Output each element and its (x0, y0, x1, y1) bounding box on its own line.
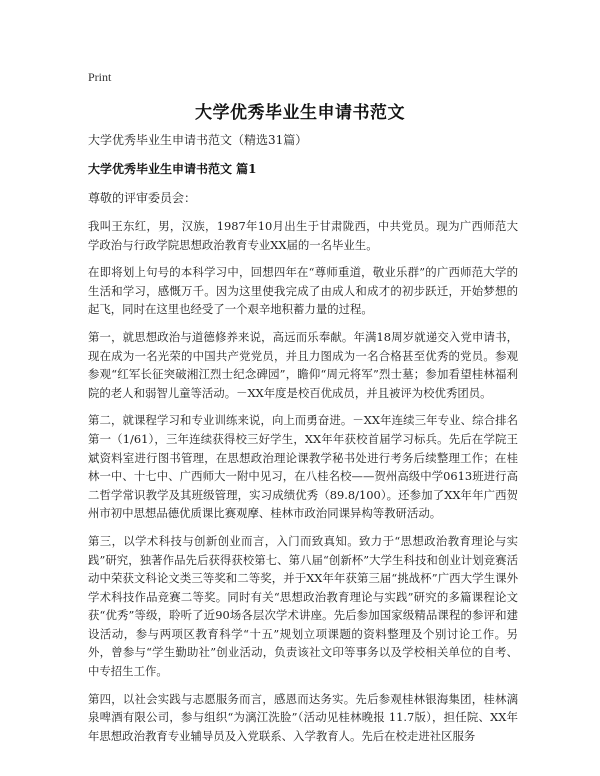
document-body (88, 130, 518, 754)
document-subtitle: 大学优秀毕业生申请书范文（精选31篇） (88, 133, 308, 147)
paragraph-4: 第二，就课程学习和专业训练来说，向上而勇奋进。－XX年连续三年专业、综合排名第一（1/61），三年连续获得校三好学生，XX年年获校首届学习标兵。先后在学院王斌资料室进行图书管理，在思想政治理论课教学秘书处进行考务后续整理工作；在桂林一中、十七中、广西师大一附中见习，在八桂名校——贺州高级中学0613班进行高二哲学常识教学及其班级管理，实习成绩优秀（89.8/100）。还参加了XX年年广西贺州市初中思想品德优质课比赛观摩、桂林市政治同课异构等教研活动。 (88, 413, 518, 521)
paragraph-6: 第四，以社会实践与志愿服务而言，感恩而达务实。先后参观桂林银海集团，桂林漓泉啤酒有限公司，参与组织“为漓江洗脸”（活动见桂林晚报 11.7版），担任院、XX年年思想政治教育专业辅导员及入党联系、入学教育人。先后在校走进社区服务 (88, 691, 518, 743)
paragraph-2: 在即将划上句号的本科学习中，回想四年在“尊师重道，敬业乐群”的广西师范大学的生活和学习，感慨万千。因为这里使我完成了由成人和成才的初步跃迁，开始梦想的起飞，同时在这里也经受了一个艰辛地积蓄力量的过程。 (88, 265, 518, 317)
print-label[interactable]: Print (88, 70, 112, 84)
document-title: 大学优秀毕业生申请书范文 (195, 103, 405, 123)
paragraph-1: 我叫王东红，男，汉族，1987年10月出生于甘肃陇西，中共党员。现为广西师范大学政治与行政学院思想政治教育专业XX届的一名毕业生。 (88, 219, 518, 252)
salutation: 尊敬的评审委员会： (88, 191, 197, 205)
paragraph-3: 第一，就思想政治与道德修养来说，高远而乐奉献。年满18周岁就递交入党申请书，现在成为一名光荣的中国共产党党员，并且力图成为一名合格甚至优秀的党员。参观参观“红军长征突破湘江烈士纪念碑园”，瞻仰“周元将军”烈士墓；参加看望桂林福利院的老人和弱智儿童等活动。－XX年度是校百优成员，并且被评为校优秀团员。 (88, 329, 518, 400)
paragraph-5: 第三，以学术科技与创新创业而言，入门而致真知。致力于“思想政治教育理论与实践”研究，独著作品先后获得获校第七、第八届“创新杯”大学生科技和创业计划竞赛活动中荣获文科论文类三等奖和二等奖，并于XX年年获第三届“挑战杯”广西大学生课外学术科技作品竞赛二等奖。同时有关“思想政治教育理论与实践”研究的多篇课程论文获“优秀”等级，聆听了近90场各层次学术讲座。先后参加国家级精品课程的参评和建设活动，参与两项区教育科学“十五”规划立项课题的资料整理及个别讨论工作。另外，曾参与“学生勤助社”创业活动，负责该社文印等事务以及学校相关单位的自考、中专招生工作。 (88, 533, 518, 679)
section-heading: 大学优秀毕业生申请书范文 篇1 (88, 162, 257, 176)
